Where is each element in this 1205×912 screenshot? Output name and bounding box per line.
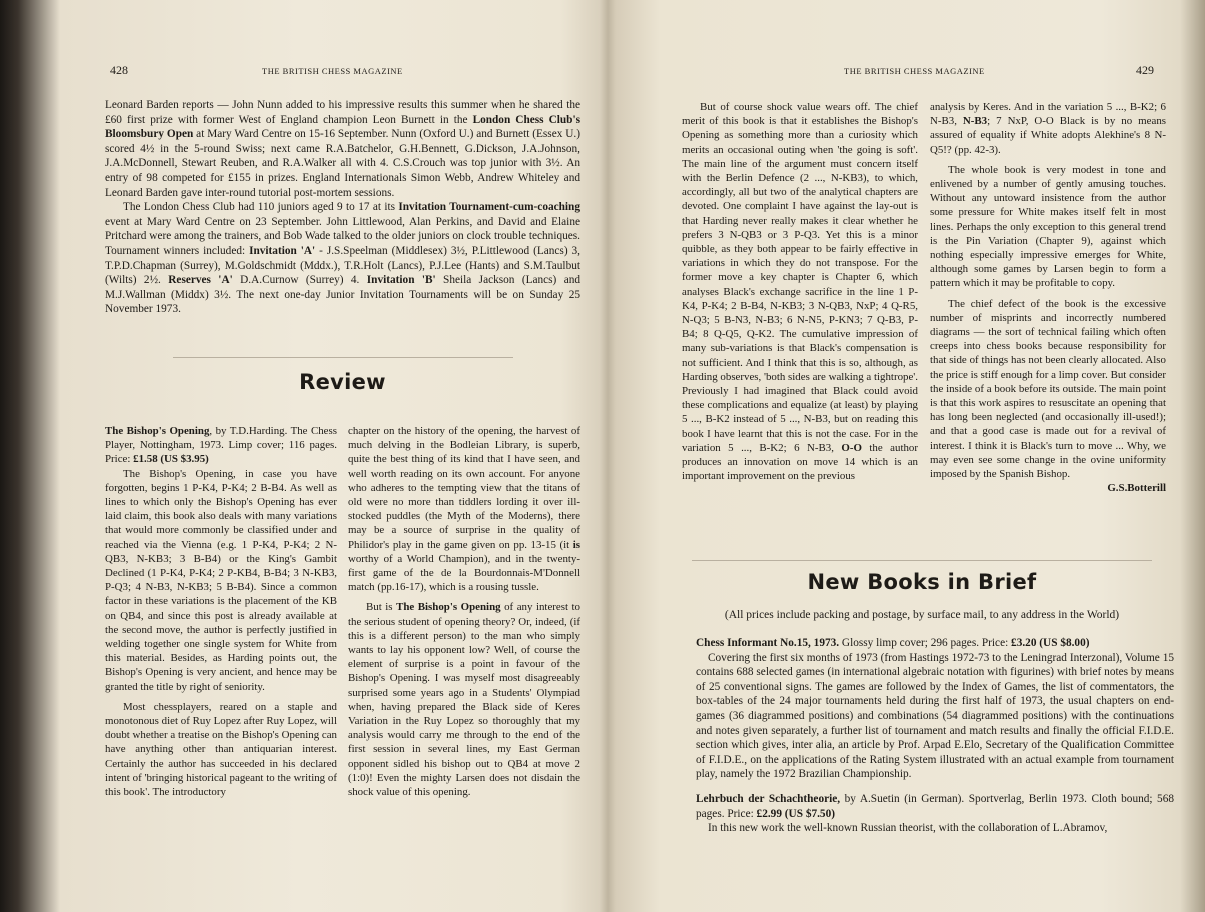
review-paragraph: The Bishop's Opening, in case you have forgotten, begins 1 P-K4, P-K4; 2 B-B4. As well as lines to which only the Bishop's Opening has ever laid claim, this book also deals with many variations that would more commonly be classified under and reached via the Vienna (e.g. 1 P-K4, P-K4; 2 N-QB3, N-KB3; 3 B-B4) or the King's Gambit Declined (1 P-K4, P-K4; 2 P-KB4, B-B4; 3 N-KB3, P-Q3; 4 N-B3, N-KB3; 5 B-B4). Since a common factor in these variations is the placement of the KB on QB4, and since this post is already available at the second move, the author is perfectly justified in welding together one single system for White from this material. Besides, as Harding points out, the Bishop's Opening is very ancient, and hence may be granted the title by right of seniority. bbox=[105, 467, 337, 693]
new-books-list bbox=[696, 636, 1174, 836]
book-entry-text: Covering the first six months of 1973 (from Hastings 1972-73 to the Leningrad Interzonal), Volume 15 contains 688 selected games (in international algebraic notation with figurines) with brief notes by means of 25 conventional signs. The games are followed by the Index of Games, the list of commentators, the box-tables of the 24 major tournaments held during the first half of 1973, the usual chapters on end-games (36 diagrammed positions) and combinations (54 diagrammed positions) with the continuations and notes given separately, a further list of tournament and match results and finally the official F.I.D.E. section which gives, inter alia, an article by Prof. Arpad E.Elo, Secretary of the Qualification Committee of F.I.D.E., on the applications of the Rating System illustrated with an actual example from tournament play, namely the 1972 Brazilian Championship. bbox=[696, 651, 1174, 781]
review-paragraph: The whole book is very modest in tone and enlivened by a number of gently amusing touches. Without any untoward insistence from the author some pressure for White makes itself felt in most lines. Perhaps the only exception to this general trend is the Pin Variation (Chapter 9), against which nothing especially impressive emerges for White, although some games by Larsen begin to form a pattern which it may be profitable to copy. bbox=[930, 163, 1166, 290]
review-paragraph: analysis by Keres. And in the variation 5 ..., B-K2; 6 N-B3, N-B3; 7 NxP, O-O Black is by no means assured of equality if White adopts Alekhine's 8 N-Q5!? (pp. 42-3). bbox=[930, 101, 1166, 156]
section-divider bbox=[692, 560, 1152, 561]
review-column-1 bbox=[105, 424, 337, 799]
book-header: The Bishop's Opening, by T.D.Harding. The Chess Player, Nottingham, 1973. Limp cover; 116 pages. Price: £1.58 (US $3.95) bbox=[105, 425, 337, 466]
reviewer-signature: G.S.Botterill bbox=[1107, 482, 1166, 495]
review-column-3 bbox=[682, 100, 918, 483]
running-head-left: THE BRITISH CHESS MAGAZINE bbox=[262, 66, 403, 76]
review-paragraph: But of course shock value wears off. The chief merit of this book is that it establishes the Bishop's Opening as something more than a curiosity which merits an occasional outing when 'the going is soft'. The main line of the argument must concern itself with the Berlin Defence (2 ..., N-KB3), to which, accordingly, all but two of the analytical chapters are devoted. One complaint I have against the lay-out is that Harding never really makes it clear whether he prefers 3 N-QB3 or 3 P-Q3. Yet this is a minor quibble, as they both appear to be fairly effective in variations in which they do not transpose. For the former move a key chapter is Chapter 6, which analyses Black's exchange sacrifice in the line 1 P-K4, P-K4; 2 B-B4, N-KB3; 3 N-QB3, NxP; 4 Q-R5, N-Q3; 5 B-N3, N-B3; 6 N-N5, P-KN3; 7 Q-B3, P-B4; 8 Q-Q5, Q-K2. The cumulative impression of many sub-variations is that Black's compensation is not sufficient. And I think that this is so, although, as Harding observes, 'both sides are walking a tightrope'. Previously I had imagined that Black could avoid these complications and equalize (at least) by playing 5 ..., B-K2 instead of 5 ..., N-B3, but on reading this book I have learnt that this is not the case. For in the variation 5 ..., B-K2; 6 N-B3, O-O the author produces an innovation on move 14 which is an important improvement on the previous bbox=[682, 101, 918, 483]
report-paragraph: Leonard Barden reports — John Nunn added to his impressive results this summer when he shared the £60 first prize with former West of England champion Leon Burnett in the London Chess Club's Bloomsbury Open at Mary Ward Centre on 15-16 September. Nunn (Oxford U.) and Burnett (Essex U.) scored 4½ in the 5-round Swiss; next came R.A.Batchelor, G.H.Bennett, G.Dickson, J.A.Johnson, J.A.McDonnell, Stewart Reuben, and R.A.Walker all with 4. C.S.Crouch was top junior with 3½. An entry of 98 competed for £155 in prizes. England Internationals Simon Webb, Andrew Whiteley and Leonard Barden gave inter-round tutorial post-mortem sessions. bbox=[105, 99, 580, 199]
review-signature-line bbox=[930, 481, 1166, 495]
price-note: (All prices include packing and postage, by surface mail, to any address in the World) bbox=[724, 609, 1120, 621]
review-paragraph: chapter on the history of the opening, the harvest of much delving in the Bodleian Library, is superb, quite the best thing of its kind that I have seen, and well worth reading on its own account. For anyone who adheres to the tempting view that the titans of old were no more than tiddlers lording it over ill-stocked puddles (the Myth of the Moderns), there may be a source of surprise in the quality of Philidor's play in the game given on pp. 13-15 (it is worthy of a World Champion), and in the twenty-first game of the de la Bourdonnais-M'Donnell match (pp.16-17), which is a rousing tussle. bbox=[348, 425, 580, 594]
review-paragraph: But is The Bishop's Opening of any interest to the serious student of opening theory? Or, indeed, (if this is a different person) to the man who simply wants to lay his opponent low? Well, of course the element of surprise is a point in favour of the Bishop's Opening. I was myself most disagreeably surprised some years ago in a Students' Olympiad when, having prepared the Black side of Keres Variation in the Ruy Lopez so thoroughly that my analysis would carry me through to the end of the first session in several lines, my East German opponent sidled his bishop out to QB4 at move 2 (1:0)! Even the mighty Larsen does not disdain the shock value of this opening. bbox=[348, 601, 581, 799]
review-heading: Review bbox=[299, 370, 386, 394]
section-divider bbox=[173, 357, 513, 358]
left-page bbox=[48, 0, 608, 912]
page-number-left: 428 bbox=[110, 63, 128, 77]
review-column-2 bbox=[348, 424, 580, 799]
running-head-right: THE BRITISH CHESS MAGAZINE bbox=[844, 66, 985, 76]
right-page bbox=[612, 0, 1205, 912]
club-report bbox=[105, 98, 580, 317]
page-number-right: 429 bbox=[1136, 63, 1154, 77]
book-entry-header: Chess Informant No.15, 1973. Glossy limp cover; 296 pages. Price: £3.20 (US $8.00) bbox=[696, 637, 1090, 649]
review-column-4 bbox=[930, 100, 1166, 495]
book-entry-text: In this new work the well-known Russian theorist, with the collaboration of L.Abramov, bbox=[708, 822, 1108, 835]
review-paragraph: Most chessplayers, reared on a staple and monotonous diet of Ruy Lopez after Ruy Lopez, will doubt whether a treatise on the Bishop's Opening can have anything other than antiquarian interest. Certainly the author has succeeded in his declared intent of 'bringing historical pageant to the writing of this book'. The introductory bbox=[105, 700, 337, 799]
new-books-heading: New Books in Brief bbox=[807, 570, 1037, 594]
review-paragraph: The chief defect of the book is the excessive number of misprints and incorrectly numbered diagrams — the sort of technical failing which often creeps into chess books because responsibility for that side of things has not been clearly allocated. Also the price is stiff enough for a limp cover. But consider the inside of a book before its outside. The main point is that this work aspires to resuscitate an opening that has long been neglected (and occasionally ill-used!); and that a good case is made out for a revival of interest. I think it is Black's turn to move ... Why, we may even see some change in the ovine uniformity imposed by the Spanish Bishop. bbox=[930, 297, 1166, 481]
juniors-paragraph: The London Chess Club had 110 juniors aged 9 to 17 at its Invitation Tournament-cum-coaching event at Mary Ward Centre on 23 September. John Littlewood, Alan Perkins, and David and Elaine Pritchard were among the trainers, and Bob Wade talked to the older juniors on clock trouble techniques. Tournament winners included: Invitation 'A' - J.S.Speelman (Middlesex) 3½, P.Littlewood (Lancs) 3, T.P.D.Chapman (Surrey), M.Goldschmidt (Mddx.), T.R.Holt (Lancs), P.J.Lee (Hants) and S.M.Taulbut (Wilts) 2½. Reserves 'A' D.A.Curnow (Surrey) 4. Invitation 'B' Sheila Jackson (Lancs) and M.J.Wallman (Middx) 3½. The next one-day Junior Invitation Tournaments will be on Sunday 25 November 1973. bbox=[105, 201, 581, 316]
book-entry-header: Lehrbuch der Schachtheorie, by A.Suetin (in German). Sportverlag, Berlin 1973. Cloth bound; 568 pages. Price: £2.99 (US $7.50) bbox=[696, 792, 1174, 820]
